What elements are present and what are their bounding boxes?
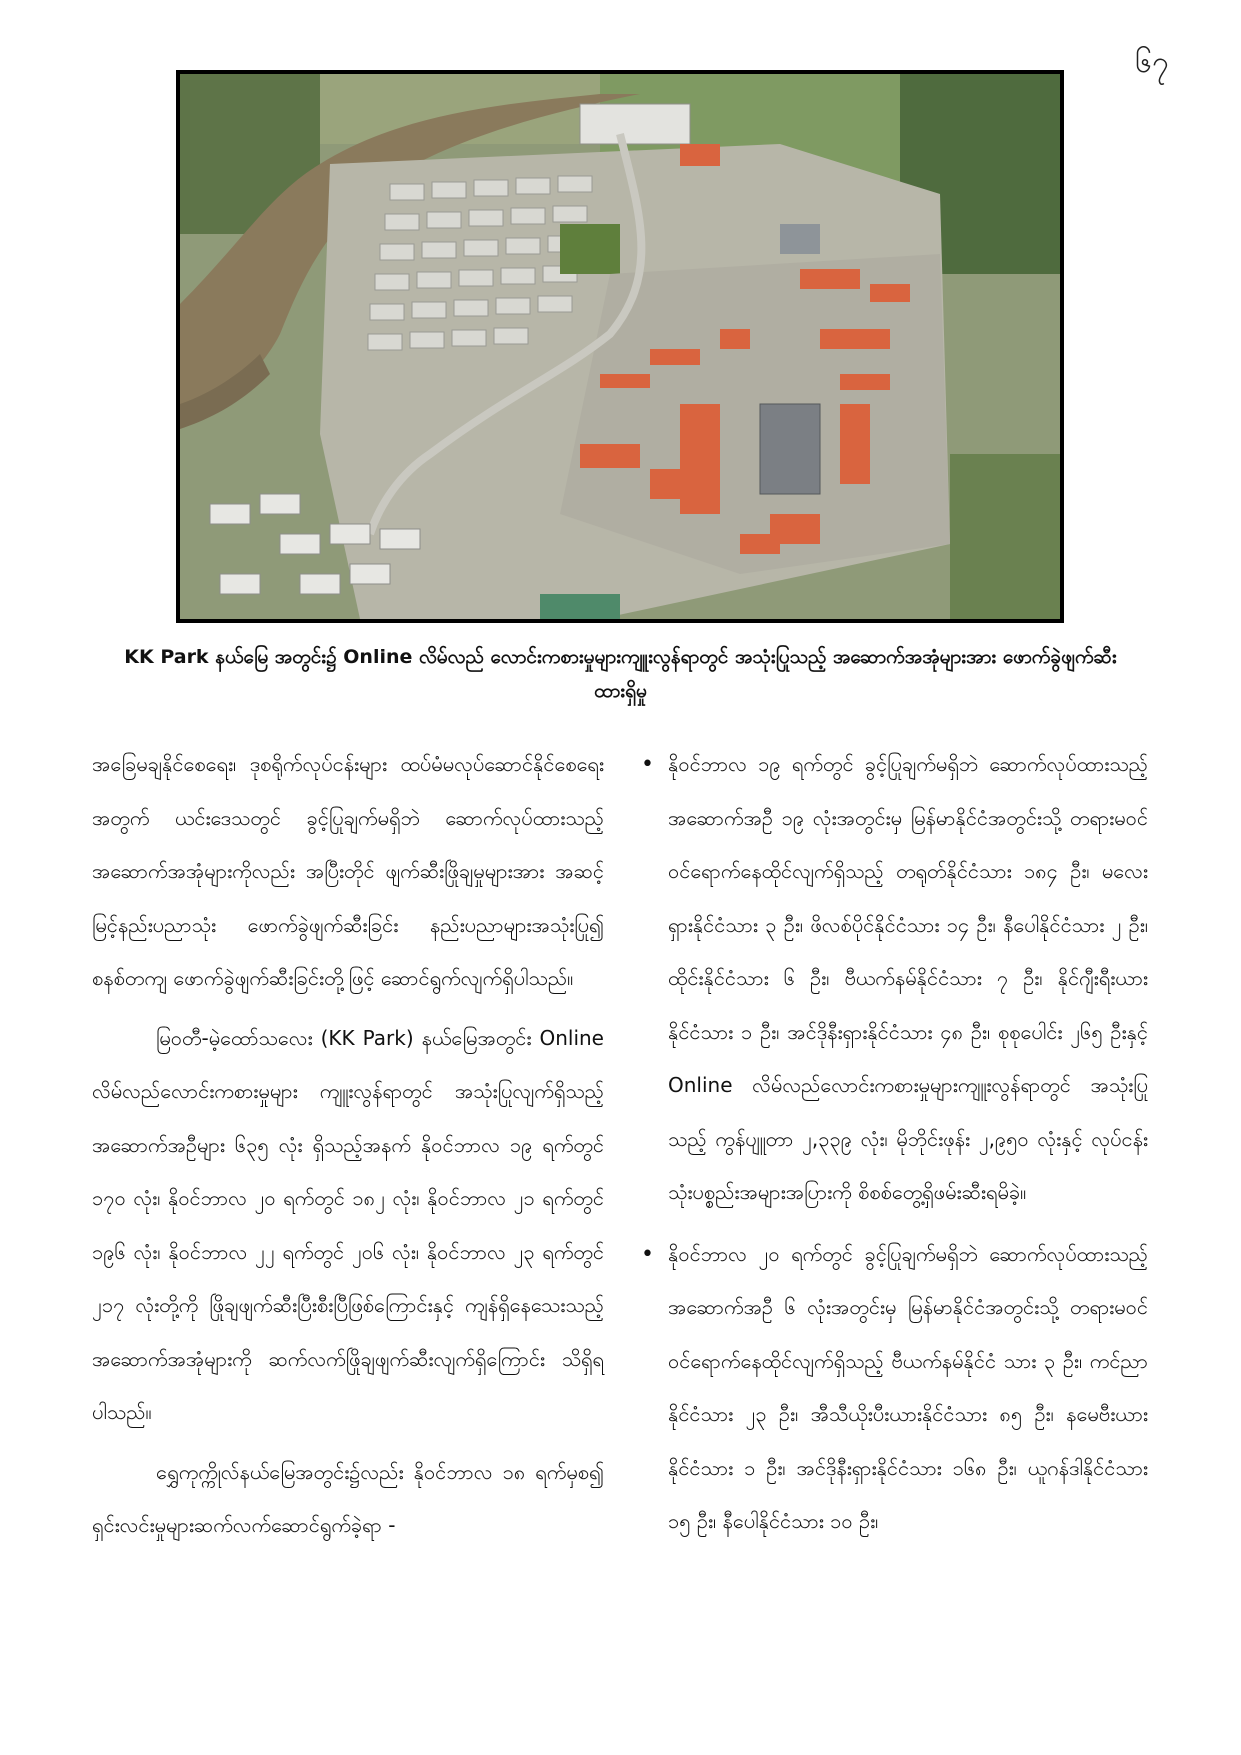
bullet-item-1 bbox=[641, 738, 1148, 1220]
left-paragraph-2: မြဝတီ-မဲ့ထော်သလေး (KK Park) နယ်မြေအတွင်း Online လိမ်လည်လောင်းကစားမှုများ ကျူးလွန်ရာတွင် အသုံးပြုလျက်ရှိသည့် အဆောက်အဦများ ၆၃၅ လုံး ရှိသည့်အနက် နိုဝင်ဘာလ ၁၉ ရက်တွင် ၁၇၀ လုံး၊ နိုဝင်ဘာလ ၂၀ ရက်တွင် ၁၈၂ လုံး၊ နိုဝင်ဘာလ ၂၁ ရက်တွင် ၁၉၆ လုံး၊ နိုဝင်ဘာလ ၂၂ ရက်တွင် ၂၀၆ လုံး၊ နိုဝင်ဘာလ ၂၃ ရက်တွင် ၂၁၇ လုံးတို့ကို ဖြိုချဖျက်ဆီးပြီးစီးပြီဖြစ်ကြောင်းနှင့် ကျန်ရှိနေသေးသည့် အဆောက်အအုံများကို ဆက်လက်ဖြိုချဖျက်ဆီးလျက်ရှိကြောင်း သိရှိရပါသည်။ bbox=[92, 1025, 604, 1424]
left-column bbox=[92, 738, 604, 1553]
bullet-item-2 bbox=[641, 1228, 1148, 1549]
aerial-photo-illustration bbox=[180, 74, 1060, 619]
bullet-text-2: နိုဝင်ဘာလ ၂၀ ရက်တွင် ခွင့်ပြုချက်မရှိဘဲ ဆောက်လုပ်ထားသည့် အဆောက်အဦ ၆ လုံးအတွင်းမှ မြန်မာနိုင်ငံအတွင်းသို့ တရားမဝင် ဝင်ရောက်နေထိုင်လျက်ရှိသည့် ဗီယက်နမ်နိုင်ငံ သား ၃ ဦး၊ ကင်ညာနိုင်ငံသား ၂၃ ဦး၊ အီသီယိုးပီးယားနိုင်ငံသား ၈၅ ဦး၊ နမေဗီးယားနိုင်ငံသား ၁ ဦး၊ အင်ဒိုနီးရှားနိုင်ငံသား ၁၆၈ ဦး၊ ယူဂန်ဒါနိုင်ငံသား ၁၅ ဦး၊ နီပေါနိုင်ငံသား ၁၀ ဦး၊ bbox=[668, 1241, 1148, 1533]
bullet-icon: • bbox=[641, 752, 654, 777]
right-column bbox=[641, 738, 1148, 1557]
bullet-text-1: နိုဝင်ဘာလ ၁၉ ရက်တွင် ခွင့်ပြုချက်မရှိဘဲ ဆောက်လုပ်ထားသည့် အဆောက်အဦ ၁၉ လုံးအတွင်းမှ မြန်မာနိုင်ငံအတွင်းသို့ တရားမဝင် ဝင်ရောက်နေထိုင်လျက်ရှိသည့် တရုတ်နိုင်ငံသား ၁၈၄ ဦး၊ မလေးရှားနိုင်ငံသား ၃ ဦး၊ ဖိလစ်ပိုင်နိုင်ငံသား ၁၄ ဦး၊ နီပေါနိုင်ငံသား ၂ ဦး၊ ထိုင်းနိုင်ငံသား ၆ ဦး၊ ဗီယက်နမ်နိုင်ငံသား ၇ ဦး၊ နိုင်ဂျီးရီးယားနိုင်ငံသား ၁ ဦး၊ အင်ဒိုနီးရှားနိုင်ငံသား ၄၈ ဦး၊ စုစုပေါင်း ၂၆၅ ဦးနှင့် Online လိမ်လည်လောင်းကစားမှုများကျူးလွန်ရာတွင် အသုံးပြုသည့် ကွန်ပျူတာ ၂,၃၃၉ လုံး၊ မိုဘိုင်းဖုန်း ၂,၉၅၀ လုံးနှင့် လုပ်ငန်းသုံးပစ္စည်းအများအပြားကို စိစစ်တွေ့ရှိဖမ်းဆီးရမိခဲ့။ bbox=[668, 752, 1148, 1204]
bullet-list bbox=[641, 738, 1148, 1549]
left-paragraph-3: ရွှေကုက္ကိုလ်နယ်မြေအတွင်း၌လည်း နိုဝင်ဘာလ ၁၈ ရက်မှစ၍ ရှင်းလင်းမှုများဆက်လက်ဆောင်ရွက်ခဲ့ရာ - bbox=[92, 1459, 604, 1537]
bullet-icon: • bbox=[641, 1241, 654, 1267]
figure-caption: KK Park နယ်မြေ အတွင်း၌ Online လိမ်လည် လောင်းကစားမှုများကျူးလွန်ရာတွင် အသုံးပြုသည့် အဆောက်အအုံများအား ဖောက်ခွဲဖျက်ဆီးထားရှိမှု bbox=[124, 646, 1117, 702]
left-paragraph-1: အခြေမချနိုင်စေရေး၊ ဒုစရိုက်လုပ်ငန်းများ ထပ်မံမလုပ်ဆောင်နိုင်စေရေးအတွက် ယင်းဒေသတွင် ခွင့်ပြုချက်မရှိဘဲ ဆောက်လုပ်ထားသည့် အဆောက်အအုံများကိုလည်း အပြီးတိုင် ဖျက်ဆီးဖြိုချမှုများအား အဆင့်မြင့်နည်းပညာသုံး ဖောက်ခွဲဖျက်ဆီးခြင်း နည်းပညာများအသုံးပြု၍ စနစ်တကျ ဖောက်ခွဲဖျက်ဆီးခြင်းတို့ဖြင့် ဆောင်ရွက်လျက်ရှိပါသည်။ bbox=[92, 752, 604, 990]
aerial-photo bbox=[176, 70, 1064, 623]
page-number: ၆၇ bbox=[1135, 45, 1169, 80]
